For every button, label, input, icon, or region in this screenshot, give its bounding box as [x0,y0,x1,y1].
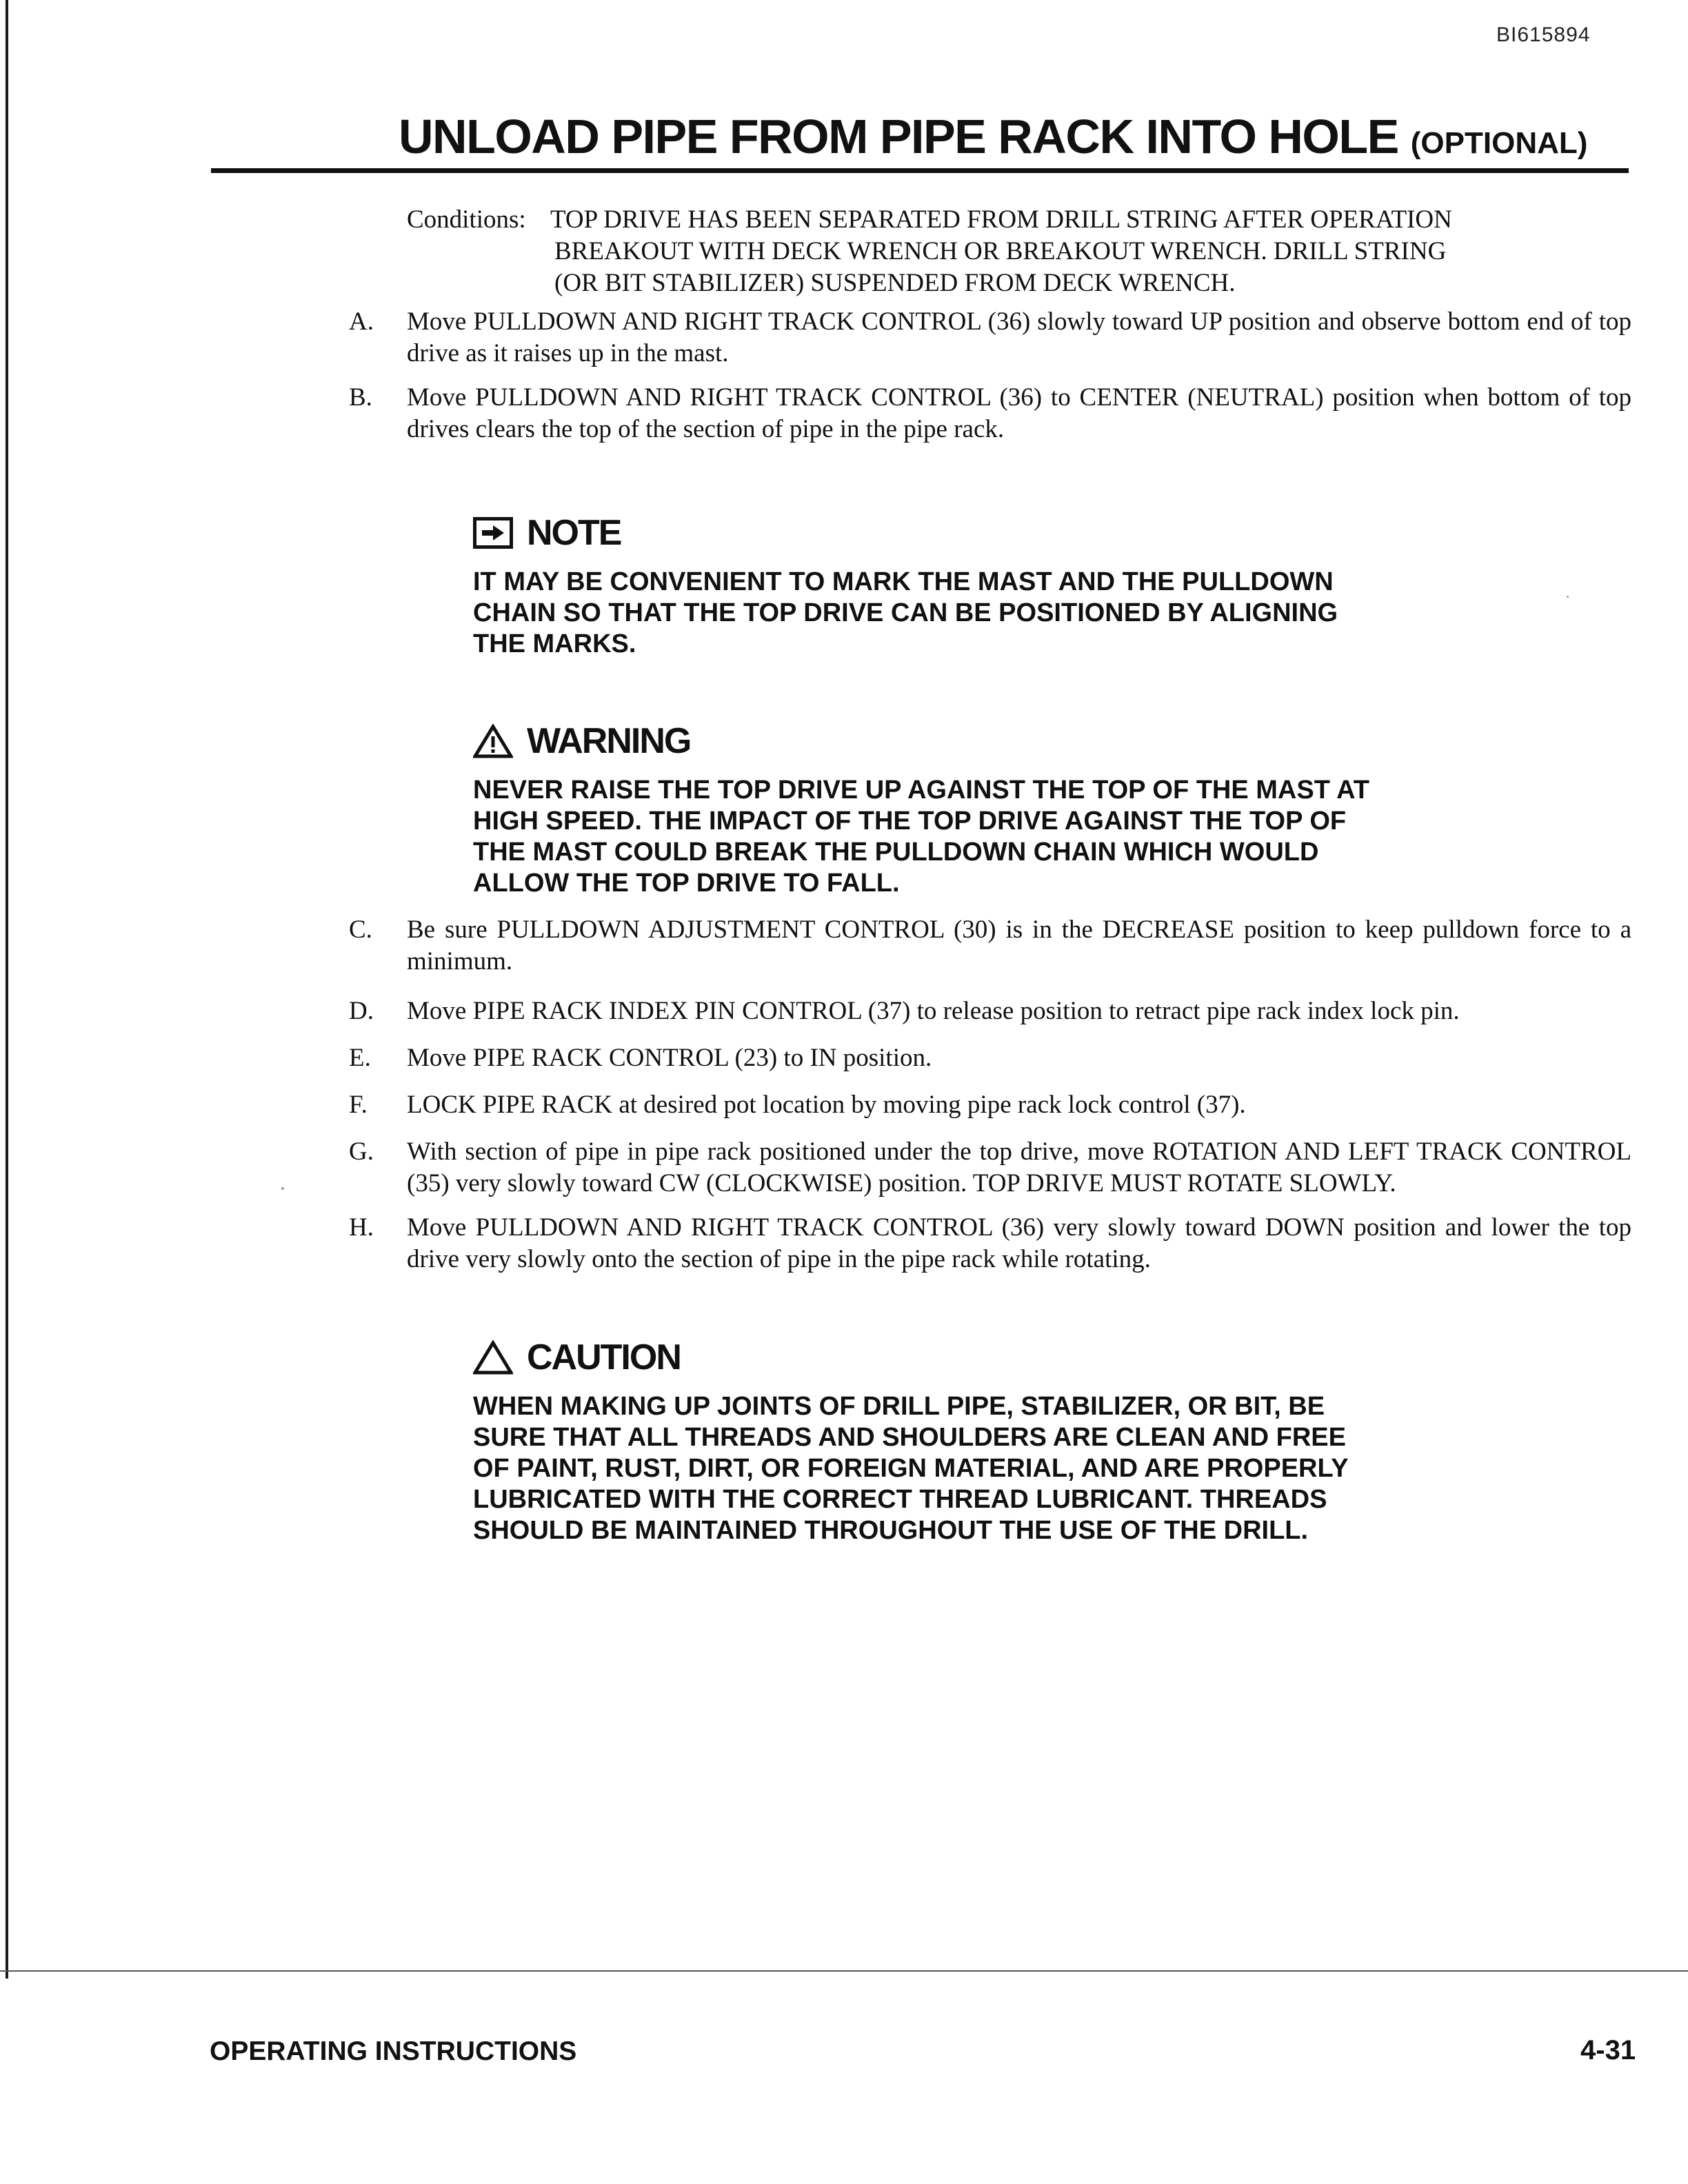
step-text: Move PULLDOWN AND RIGHT TRACK CONTROL (36) very slowly toward DOWN position and lower the top drive very slowly onto the section of pipe in the pipe rack while rotating. [407,1213,1631,1273]
scan-speck [1567,596,1569,598]
caution-label: CAUTION [527,1337,681,1377]
page-title [399,109,1587,164]
step-text: LOCK PIPE RACK at desired pot location by moving pipe rack lock control (37). [407,1091,1246,1119]
title-underline [211,168,1629,173]
note-line: CHAIN SO THAT THE TOP DRIVE CAN BE POSITIONED BY ALIGNING [473,598,1338,627]
caution-line: LUBRICATED WITH THE CORRECT THREAD LUBRICANT. THREADS [473,1485,1327,1514]
conditions-line-3: (OR BIT STABILIZER) SUSPENDED FROM DECK WRENCH. [554,269,1236,297]
step-letter: F. [349,1091,368,1119]
document-id: BI615894 [1496,23,1591,46]
note-label: NOTE [527,513,621,553]
step-g [349,1136,1631,1200]
warning-line: THE MAST COULD BREAK THE PULLDOWN CHAIN WHICH WOULD [473,838,1319,867]
scan-speck [281,1187,284,1190]
caution-line: SURE THAT ALL THREADS AND SHOULDERS ARE CLEAN AND FREE [473,1423,1346,1452]
step-letter: E. [349,1044,371,1072]
step-letter: G. [349,1138,374,1166]
caution-header [473,1333,1452,1382]
footer-section-title: OPERATING INSTRUCTIONS [210,2036,577,2066]
step-e [349,1042,1631,1074]
conditions-block [407,204,1452,299]
warning-line: HIGH SPEED. THE IMPACT OF THE TOP DRIVE AGAINST THE TOP OF [473,807,1347,836]
caution-line: WHEN MAKING UP JOINTS OF DRILL PIPE, STABILIZER, OR BIT, BE [473,1392,1325,1421]
step-c [349,914,1631,978]
warning-header [473,717,1452,765]
left-margin-rule [6,0,8,1979]
step-letter: A. [349,307,374,336]
step-letter: H. [349,1213,374,1242]
step-text: Move PULLDOWN AND RIGHT TRACK CONTROL (36) to CENTER (NEUTRAL) position when bottom of top drives clears the top of the section of pipe in the pipe rack. [407,383,1631,443]
conditions-label: Conditions: [407,205,526,234]
arrow-right-box-icon [473,517,513,549]
step-f [349,1089,1631,1121]
step-a [349,306,1631,370]
note-line: IT MAY BE CONVENIENT TO MARK THE MAST AND THE PULLDOWN [473,567,1334,596]
step-d [349,995,1631,1027]
warning-body [473,775,1452,899]
step-text: With section of pipe in pipe rack positioned under the top drive, move ROTATION AND LEFT TRACK CONTROL (35) very slowly toward CW (CLOCKWISE) position. TOP DRIVE MUST ROTATE SLOWLY. [407,1138,1631,1197]
conditions-line-1 [407,204,1452,236]
step-b [349,382,1631,445]
note-header [473,509,1452,557]
conditions-line-2: BREAKOUT WITH DECK WRENCH OR BREAKOUT WRENCH. DRILL STRING [554,237,1447,265]
warning-line: NEVER RAISE THE TOP DRIVE UP AGAINST THE TOP OF THE MAST AT [473,776,1369,805]
step-text: Move PIPE RACK INDEX PIN CONTROL (37) to release position to retract pipe rack index lock pin. [407,997,1460,1025]
page-title-optional: (OPTIONAL) [1410,126,1588,160]
step-text: Move PIPE RACK CONTROL (23) to IN position. [407,1044,932,1072]
footer-rule [0,1970,1688,1972]
warning-triangle-icon [473,724,513,758]
page-title-main: UNLOAD PIPE FROM PIPE RACK INTO HOLE [399,110,1398,163]
conditions-text-1: TOP DRIVE HAS BEEN SEPARATED FROM DRILL STRING AFTER OPERATION [550,205,1452,234]
step-letter: B. [349,383,372,412]
warning-label: WARNING [527,721,691,761]
caution-line: OF PAINT, RUST, DIRT, OR FOREIGN MATERIAL, AND ARE PROPERLY [473,1454,1349,1483]
note-body [473,567,1452,660]
step-text: Move PULLDOWN AND RIGHT TRACK CONTROL (36) slowly toward UP position and observe bottom end of top drive as it raises up in the mast. [407,307,1631,367]
step-text: Be sure PULLDOWN ADJUSTMENT CONTROL (30) is in the DECREASE position to keep pulldown force to a minimum. [407,916,1631,975]
caution-triangle-icon [473,1340,513,1375]
step-letter: D. [349,997,374,1025]
note-box [473,509,1452,660]
warning-line: ALLOW THE TOP DRIVE TO FALL. [473,869,900,898]
warning-box [473,717,1452,899]
step-letter: C. [349,916,372,944]
caution-box [473,1333,1452,1546]
step-h [349,1212,1631,1275]
caution-body [473,1391,1452,1546]
caution-line: SHOULD BE MAINTAINED THROUGHOUT THE USE OF THE DRILL. [473,1516,1309,1545]
page-number: 4-31 [1580,2035,1636,2065]
note-line: THE MARKS. [473,629,636,658]
